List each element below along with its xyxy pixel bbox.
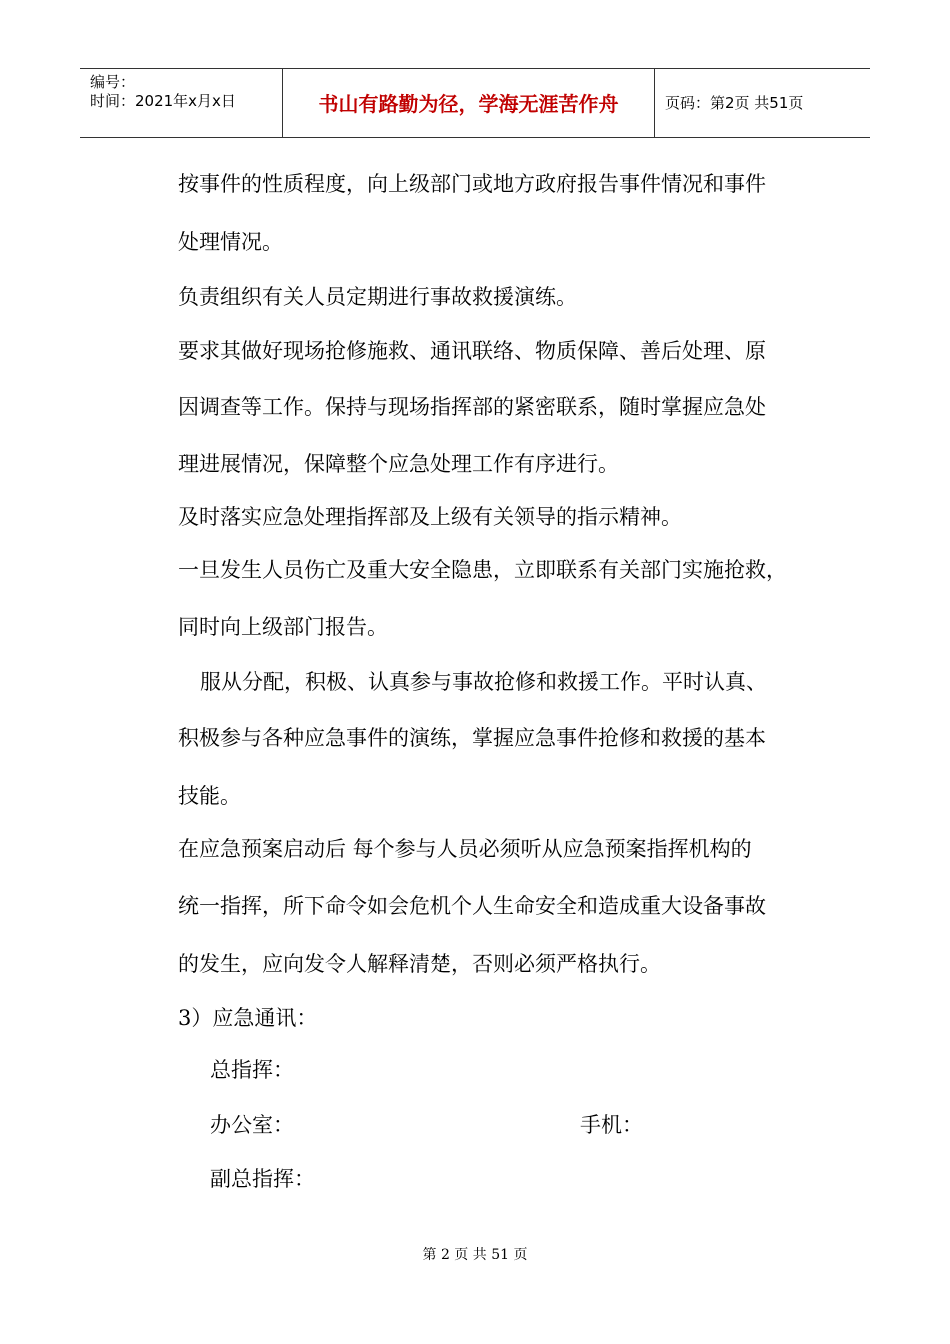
body-line: 处理情况。 [178, 230, 283, 254]
header-page-cell [655, 69, 870, 137]
header-meta-cell [80, 69, 283, 137]
body-line: 统一指挥，所下命令如会危机个人生命安全和造成重大设备事故 [178, 894, 766, 918]
body-line: 及时落实应急处理指挥部及上级有关领导的指示精神。 [178, 505, 682, 529]
header-motto: 书山有路勤为径，学海无涯苦作舟 [318, 92, 619, 116]
body-line: 按事件的性质程度，向上级部门或地方政府报告事件情况和事件 [178, 172, 766, 196]
header-motto-cell [283, 69, 655, 137]
document-time-label: 时间：2021年x月x日 [90, 92, 236, 110]
body-line: 服从分配，积极、认真参与事故抢修和救援工作。平时认真、 [200, 670, 767, 694]
body-line: 因调查等工作。保持与现场指挥部的紧密联系，随时掌握应急处 [178, 395, 766, 419]
contact-label-deputy: 副总指挥： [210, 1167, 315, 1191]
contact-label-office: 办公室： [210, 1113, 294, 1137]
body-line: 负责组织有关人员定期进行事故救援演练。 [178, 285, 577, 309]
body-line: 要求其做好现场抢修施救、通讯联络、物质保障、善后处理、原 [178, 339, 766, 363]
body-line: 一旦发生人员伤亡及重大安全隐患，立即联系有关部门实施抢救， [178, 558, 787, 582]
page-footer: 第 2 页 共 51 页 [422, 1247, 528, 1263]
contact-label-commander: 总指挥： [210, 1058, 294, 1082]
section-heading: 3）应急通讯： [178, 1006, 318, 1030]
body-line: 在应急预案启动后 每个参与人员必须听从应急预案指挥机构的 [178, 837, 752, 861]
body-line: 同时向上级部门报告。 [178, 615, 388, 639]
page-header [80, 68, 870, 138]
header-page-code: 页码：第2页 共51页 [665, 94, 804, 112]
body-line: 的发生，应向发令人解释清楚，否则必须严格执行。 [178, 952, 661, 976]
contact-label-mobile: 手机： [580, 1113, 643, 1137]
document-number-label: 编号： [90, 73, 136, 91]
body-line: 技能。 [178, 784, 241, 808]
body-line: 理进展情况，保障整个应急处理工作有序进行。 [178, 452, 619, 476]
body-line: 积极参与各种应急事件的演练，掌握应急事件抢修和救援的基本 [178, 726, 766, 750]
